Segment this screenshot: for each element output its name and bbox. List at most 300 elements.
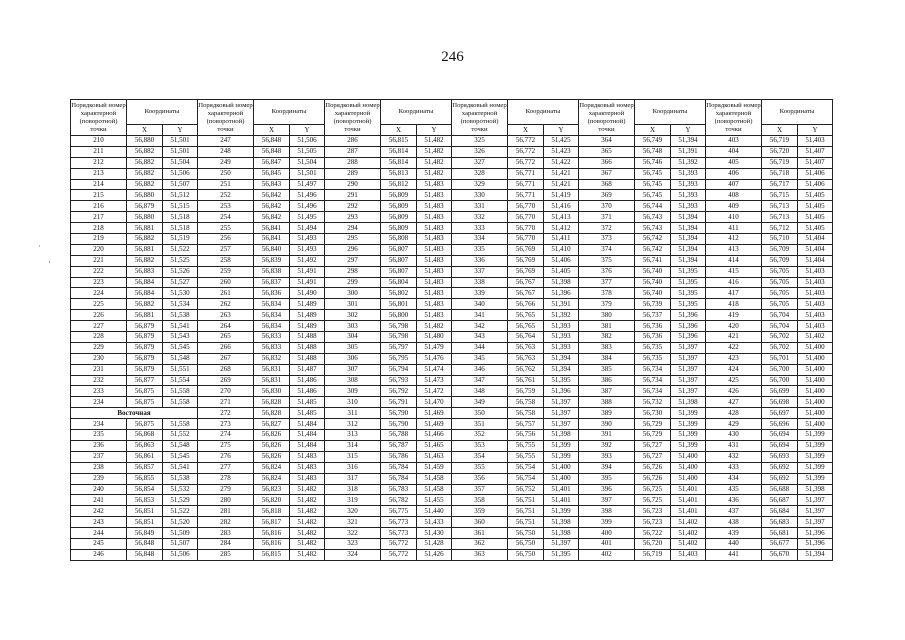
point-number-cell: 231 [71,364,127,375]
y-coordinate-cell: 51,459 [417,462,452,473]
y-coordinate-cell: 51,482 [290,495,325,506]
x-coordinate-cell: 56,807 [381,244,417,255]
x-coordinate-cell: 56,815 [381,136,417,147]
header-point-number: Порядковый номер характерной (поворотной) точки [579,100,635,136]
x-coordinate-cell: 56,801 [381,299,417,310]
x-coordinate-cell: 56,834 [254,310,290,321]
x-coordinate-cell: 56,765 [508,321,544,332]
y-coordinate-cell: 51,501 [290,168,325,179]
x-coordinate-cell: 56,684 [762,506,798,517]
table-row [71,517,833,528]
y-coordinate-cell: 51,397 [798,495,833,506]
header-x: X [762,125,798,136]
point-number-cell: 212 [71,157,127,168]
x-coordinate-cell: 56,853 [127,495,163,506]
x-coordinate-cell: 56,769 [508,255,544,266]
x-coordinate-cell: 56,812 [381,179,417,190]
x-coordinate-cell: 56,770 [508,223,544,234]
point-number-cell: 329 [452,179,508,190]
point-number-cell: 396 [579,484,635,495]
y-coordinate-cell: 51,400 [798,386,833,397]
table-row [71,495,833,506]
y-coordinate-cell: 51,396 [671,332,706,343]
y-coordinate-cell: 51,404 [798,234,833,245]
x-coordinate-cell: 56,879 [127,201,163,212]
point-number-cell: 365 [579,146,635,157]
header-y: Y [290,125,325,136]
x-coordinate-cell: 56,734 [635,375,671,386]
x-coordinate-cell: 56,809 [381,223,417,234]
x-coordinate-cell: 56,772 [508,136,544,147]
x-coordinate-cell: 56,814 [381,157,417,168]
x-coordinate-cell: 56,847 [254,157,290,168]
point-number-cell: 434 [706,473,762,484]
point-number-cell: 321 [325,517,381,528]
point-number-cell: 322 [325,528,381,539]
x-coordinate-cell: 56,842 [254,212,290,223]
y-coordinate-cell: 51,501 [163,146,198,157]
x-coordinate-cell: 56,730 [635,408,671,419]
point-number-cell: 270 [198,386,254,397]
y-coordinate-cell: 51,433 [417,517,452,528]
point-number-cell: 327 [452,157,508,168]
point-number-cell: 305 [325,342,381,353]
x-coordinate-cell: 56,726 [635,473,671,484]
y-coordinate-cell: 51,534 [163,299,198,310]
point-number-cell: 282 [198,517,254,528]
point-number-cell: 250 [198,168,254,179]
x-coordinate-cell: 56,884 [127,277,163,288]
y-coordinate-cell: 51,410 [544,244,579,255]
x-coordinate-cell: 56,734 [635,364,671,375]
point-number-cell: 221 [71,255,127,266]
point-number-cell: 438 [706,517,762,528]
y-coordinate-cell: 51,506 [163,549,198,560]
x-coordinate-cell: 56,881 [127,310,163,321]
x-coordinate-cell: 56,740 [635,288,671,299]
x-coordinate-cell: 56,808 [381,234,417,245]
y-coordinate-cell: 51,398 [671,397,706,408]
x-coordinate-cell: 56,692 [762,473,798,484]
x-coordinate-cell: 56,824 [254,473,290,484]
header-coordinates: Координаты [254,100,325,125]
table-row [71,408,833,419]
point-number-cell: 423 [706,353,762,364]
y-coordinate-cell: 51,400 [544,462,579,473]
point-number-cell: 262 [198,299,254,310]
x-coordinate-cell: 56,836 [254,288,290,299]
y-coordinate-cell: 51,401 [544,484,579,495]
x-coordinate-cell: 56,773 [381,517,417,528]
y-coordinate-cell: 51,397 [544,419,579,430]
point-number-cell: 286 [325,136,381,147]
point-number-cell: 346 [452,364,508,375]
point-number-cell: 314 [325,440,381,451]
y-coordinate-cell: 51,404 [798,244,833,255]
x-coordinate-cell: 56,723 [635,506,671,517]
y-coordinate-cell: 51,426 [417,549,452,560]
point-number-cell: 440 [706,538,762,549]
y-coordinate-cell: 51,497 [290,179,325,190]
x-coordinate-cell: 56,745 [635,190,671,201]
table-row [71,201,833,212]
point-number-cell: 297 [325,255,381,266]
y-coordinate-cell: 51,507 [163,538,198,549]
point-number-cell: 223 [71,277,127,288]
y-coordinate-cell: 51,397 [671,386,706,397]
y-coordinate-cell: 51,482 [290,549,325,560]
x-coordinate-cell: 56,770 [508,234,544,245]
point-number-cell: 376 [579,266,635,277]
point-number-cell: 404 [706,146,762,157]
x-coordinate-cell: 56,764 [508,332,544,343]
header-coordinates: Координаты [127,100,198,125]
y-coordinate-cell: 51,396 [798,538,833,549]
y-coordinate-cell: 51,486 [290,375,325,386]
x-coordinate-cell: 56,775 [381,506,417,517]
y-coordinate-cell: 51,512 [163,190,198,201]
y-coordinate-cell: 51,428 [417,538,452,549]
y-coordinate-cell: 51,405 [798,190,833,201]
x-coordinate-cell: 56,828 [254,408,290,419]
point-number-cell: 347 [452,375,508,386]
y-coordinate-cell: 51,403 [671,549,706,560]
x-coordinate-cell: 56,757 [508,419,544,430]
point-number-cell: 245 [71,538,127,549]
y-coordinate-cell: 51,543 [163,332,198,343]
point-number-cell: 302 [325,310,381,321]
y-coordinate-cell: 51,396 [798,528,833,539]
y-coordinate-cell: 51,463 [417,451,452,462]
x-coordinate-cell: 56,700 [762,364,798,375]
x-coordinate-cell: 56,826 [254,451,290,462]
y-coordinate-cell: 51,394 [671,234,706,245]
y-coordinate-cell: 51,394 [671,244,706,255]
table-row [71,549,833,560]
point-number-cell: 413 [706,244,762,255]
y-coordinate-cell: 51,397 [671,364,706,375]
point-number-cell: 214 [71,179,127,190]
y-coordinate-cell: 51,399 [671,408,706,419]
point-number-cell: 435 [706,484,762,495]
y-coordinate-cell: 51,399 [671,419,706,430]
point-number-cell: 358 [452,495,508,506]
x-coordinate-cell: 56,827 [254,419,290,430]
y-coordinate-cell: 51,398 [544,430,579,441]
x-coordinate-cell: 56,712 [762,223,798,234]
point-number-cell: 299 [325,277,381,288]
point-number-cell: 257 [198,244,254,255]
x-coordinate-cell: 56,704 [762,321,798,332]
table-row [71,157,833,168]
point-number-cell: 242 [71,506,127,517]
point-number-cell: 228 [71,332,127,343]
y-coordinate-cell: 51,469 [417,419,452,430]
x-coordinate-cell: 56,717 [762,179,798,190]
point-number-cell: 352 [452,430,508,441]
point-number-cell: 284 [198,538,254,549]
y-coordinate-cell: 51,488 [290,353,325,364]
x-coordinate-cell: 56,771 [508,168,544,179]
y-coordinate-cell: 51,419 [544,190,579,201]
x-coordinate-cell: 56,848 [254,146,290,157]
x-coordinate-cell: 56,807 [381,266,417,277]
x-coordinate-cell: 56,790 [381,419,417,430]
point-number-cell: 294 [325,223,381,234]
header-y: Y [671,125,706,136]
header-coordinates: Координаты [762,100,833,125]
x-coordinate-cell: 56,881 [127,223,163,234]
x-coordinate-cell: 56,758 [508,397,544,408]
y-coordinate-cell: 51,483 [417,266,452,277]
point-number-cell: 246 [71,549,127,560]
y-coordinate-cell: 51,455 [417,495,452,506]
y-coordinate-cell: 51,483 [417,223,452,234]
x-coordinate-cell: 56,882 [127,146,163,157]
point-number-cell: 369 [579,190,635,201]
x-coordinate-cell: 56,772 [381,549,417,560]
point-number-cell: 426 [706,386,762,397]
point-number-cell: 247 [198,136,254,147]
x-coordinate-cell: 56,681 [762,528,798,539]
x-coordinate-cell: 56,699 [762,386,798,397]
x-coordinate-cell: 56,851 [127,517,163,528]
point-number-cell: 436 [706,495,762,506]
y-coordinate-cell: 51,396 [544,386,579,397]
x-coordinate-cell: 56,705 [762,277,798,288]
x-coordinate-cell: 56,831 [254,375,290,386]
x-coordinate-cell: 56,736 [635,321,671,332]
y-coordinate-cell: 51,483 [417,277,452,288]
x-coordinate-cell: 56,765 [508,310,544,321]
point-number-cell: 292 [325,201,381,212]
point-number-cell: 249 [198,157,254,168]
x-coordinate-cell: 56,879 [127,342,163,353]
x-coordinate-cell: 56,848 [127,538,163,549]
y-coordinate-cell: 51,483 [290,462,325,473]
x-coordinate-cell: 56,755 [508,451,544,462]
x-coordinate-cell: 56,702 [762,342,798,353]
table-row [71,484,833,495]
y-coordinate-cell: 51,482 [290,528,325,539]
x-coordinate-cell: 56,709 [762,244,798,255]
point-number-cell: 310 [325,397,381,408]
y-coordinate-cell: 51,486 [290,386,325,397]
point-number-cell: 414 [706,255,762,266]
x-coordinate-cell: 56,763 [508,342,544,353]
point-number-cell: 348 [452,386,508,397]
y-coordinate-cell: 51,541 [163,321,198,332]
point-number-cell: 217 [71,212,127,223]
table-row [71,353,833,364]
point-number-cell: 411 [706,223,762,234]
x-coordinate-cell: 56,744 [635,201,671,212]
y-coordinate-cell: 51,483 [290,473,325,484]
y-coordinate-cell: 51,484 [290,440,325,451]
x-coordinate-cell: 56,798 [381,332,417,343]
table-row [71,212,833,223]
table-row [71,375,833,386]
point-number-cell: 372 [579,223,635,234]
y-coordinate-cell: 51,552 [163,430,198,441]
point-number-cell: 377 [579,277,635,288]
y-coordinate-cell: 51,392 [671,157,706,168]
y-coordinate-cell: 51,469 [417,408,452,419]
header-point-number: Порядковый номер характерной (поворотной) точки [198,100,254,136]
point-number-cell: 409 [706,201,762,212]
point-number-cell: 392 [579,440,635,451]
y-coordinate-cell: 51,423 [544,146,579,157]
point-number-cell: 254 [198,212,254,223]
x-coordinate-cell: 56,705 [762,266,798,277]
point-number-cell: 211 [71,146,127,157]
x-coordinate-cell: 56,784 [381,462,417,473]
table-row [71,255,833,266]
y-coordinate-cell: 51,506 [163,168,198,179]
y-coordinate-cell: 51,440 [417,506,452,517]
point-number-cell: 277 [198,462,254,473]
point-number-cell: 230 [71,353,127,364]
y-coordinate-cell: 51,400 [798,342,833,353]
y-coordinate-cell: 51,545 [163,451,198,462]
y-coordinate-cell: 51,411 [544,234,579,245]
point-number-cell: 317 [325,473,381,484]
x-coordinate-cell: 56,687 [762,495,798,506]
point-number-cell: 353 [452,440,508,451]
y-coordinate-cell: 51,399 [671,430,706,441]
x-coordinate-cell: 56,790 [381,408,417,419]
point-number-cell: 398 [579,506,635,517]
point-number-cell: 259 [198,266,254,277]
header-x: X [254,125,290,136]
point-number-cell: 291 [325,190,381,201]
point-number-cell: 410 [706,212,762,223]
x-coordinate-cell: 56,770 [508,201,544,212]
point-number-cell: 370 [579,201,635,212]
y-coordinate-cell: 51,398 [544,277,579,288]
point-number-cell: 422 [706,342,762,353]
x-coordinate-cell: 56,702 [762,332,798,343]
y-coordinate-cell: 51,541 [163,462,198,473]
x-coordinate-cell: 56,841 [254,223,290,234]
point-number-cell: 267 [198,353,254,364]
point-number-cell: 298 [325,266,381,277]
table-row [71,419,833,430]
y-coordinate-cell: 51,532 [163,484,198,495]
x-coordinate-cell: 56,842 [254,201,290,212]
point-number-cell: 216 [71,201,127,212]
x-coordinate-cell: 56,763 [508,353,544,364]
y-coordinate-cell: 51,393 [544,342,579,353]
x-coordinate-cell: 56,751 [508,495,544,506]
table-row [71,168,833,179]
y-coordinate-cell: 51,403 [798,310,833,321]
y-coordinate-cell: 51,458 [417,473,452,484]
x-coordinate-cell: 56,715 [762,190,798,201]
x-coordinate-cell: 56,882 [127,234,163,245]
y-coordinate-cell: 51,421 [544,179,579,190]
y-coordinate-cell: 51,482 [290,538,325,549]
x-coordinate-cell: 56,841 [254,234,290,245]
x-coordinate-cell: 56,879 [127,353,163,364]
x-coordinate-cell: 56,857 [127,462,163,473]
y-coordinate-cell: 51,482 [417,321,452,332]
point-number-cell: 427 [706,397,762,408]
table-row [71,288,833,299]
x-coordinate-cell: 56,884 [127,288,163,299]
y-coordinate-cell: 51,401 [671,506,706,517]
x-coordinate-cell: 56,701 [762,353,798,364]
y-coordinate-cell: 51,492 [290,255,325,266]
y-coordinate-cell: 51,392 [544,310,579,321]
point-number-cell: 425 [706,375,762,386]
point-number-cell: 323 [325,538,381,549]
table-row [71,332,833,343]
x-coordinate-cell: 56,828 [254,397,290,408]
y-coordinate-cell: 51,465 [417,440,452,451]
point-number-cell: 397 [579,495,635,506]
point-number-cell: 300 [325,288,381,299]
x-coordinate-cell: 56,740 [635,277,671,288]
y-coordinate-cell: 51,491 [290,277,325,288]
point-number-cell: 419 [706,310,762,321]
y-coordinate-cell: 51,394 [671,223,706,234]
y-coordinate-cell: 51,495 [290,212,325,223]
point-number-cell: 367 [579,168,635,179]
point-number-cell: 387 [579,386,635,397]
point-number-cell: 421 [706,332,762,343]
point-number-cell: 304 [325,332,381,343]
point-number-cell: 360 [452,517,508,528]
point-number-cell: 271 [198,397,254,408]
y-coordinate-cell: 51,400 [798,353,833,364]
point-number-cell: 361 [452,528,508,539]
table-row [71,528,833,539]
x-coordinate-cell: 56,875 [127,386,163,397]
point-number-cell: 260 [198,277,254,288]
y-coordinate-cell: 51,483 [417,179,452,190]
y-coordinate-cell: 51,494 [290,223,325,234]
x-coordinate-cell: 56,746 [635,157,671,168]
point-number-cell: 243 [71,517,127,528]
x-coordinate-cell: 56,729 [635,430,671,441]
table-row [71,299,833,310]
point-number-cell: 325 [452,136,508,147]
point-number-cell: 309 [325,386,381,397]
y-coordinate-cell: 51,398 [544,517,579,528]
y-coordinate-cell: 51,422 [544,157,579,168]
point-number-cell: 227 [71,321,127,332]
point-number-cell: 218 [71,223,127,234]
y-coordinate-cell: 51,391 [671,146,706,157]
x-coordinate-cell: 56,743 [635,212,671,223]
y-coordinate-cell: 51,397 [671,353,706,364]
y-coordinate-cell: 51,496 [290,201,325,212]
y-coordinate-cell: 51,505 [290,146,325,157]
y-coordinate-cell: 51,558 [163,397,198,408]
point-number-cell: 256 [198,234,254,245]
table-row [71,179,833,190]
point-number-cell: 293 [325,212,381,223]
section-label: Восточная [71,408,198,419]
header-point-number: Порядковый номер характерной (поворотной) точки [71,100,127,136]
point-number-cell: 313 [325,430,381,441]
y-coordinate-cell: 51,393 [671,190,706,201]
y-coordinate-cell: 51,399 [671,440,706,451]
x-coordinate-cell: 56,843 [254,179,290,190]
y-coordinate-cell: 51,402 [671,538,706,549]
y-coordinate-cell: 51,501 [163,136,198,147]
